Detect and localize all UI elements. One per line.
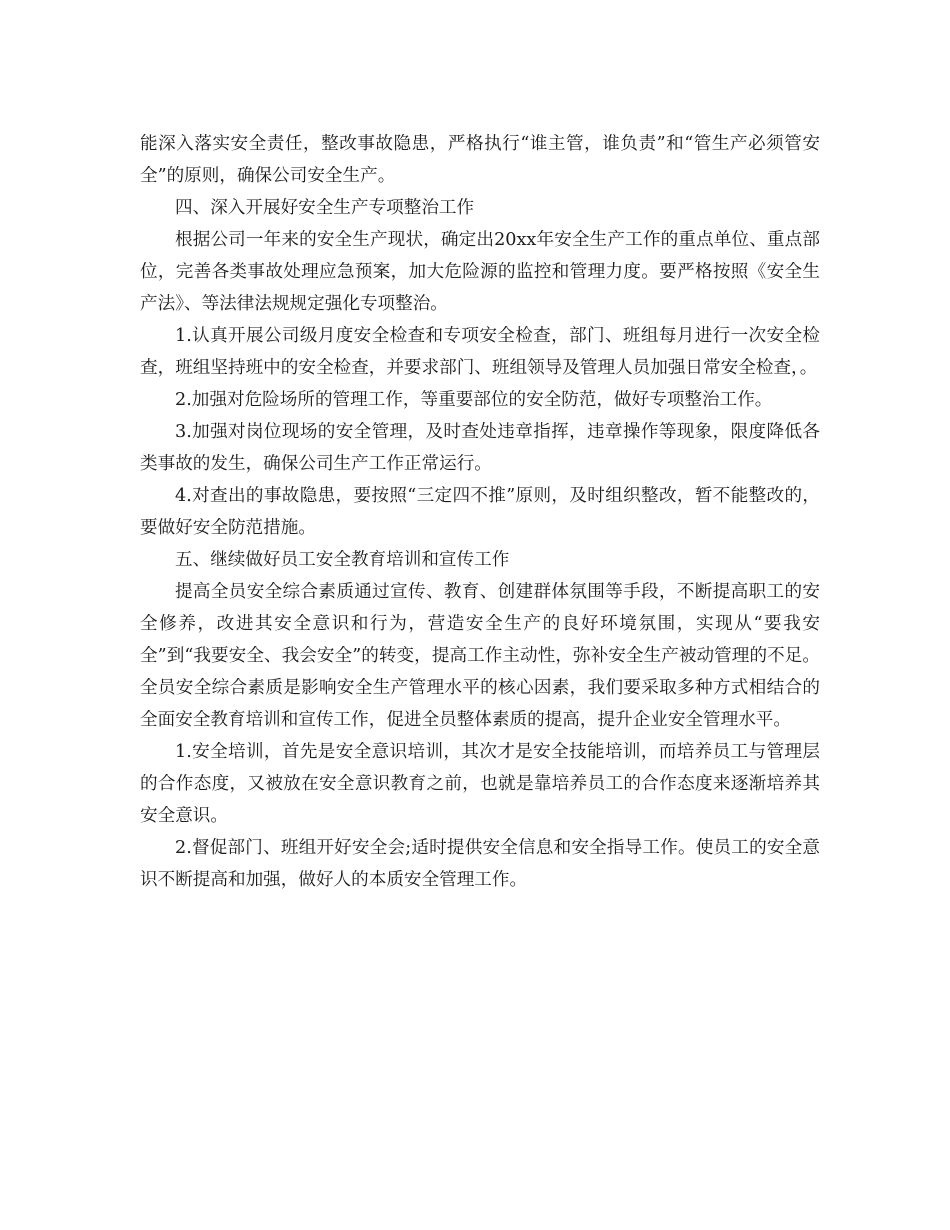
document-body <box>140 128 820 896</box>
heading-section-four: 四、深入开展好安全生产专项整治工作 <box>175 198 475 218</box>
list-item-5-2: 2.督促部门、班组开好安全会;适时提供安全信息和安全指导工作。使员工的安全意识不断提高和加强，做好人的本质安全管理工作。 <box>140 838 820 890</box>
paragraph-section-five-intro: 提高全员安全综合素质通过宣传、教育、创建群体氛围等手段，不断提高职工的安全修养，改进其安全意识和行为，营造安全生产的良好环境氛围，实现从“要我安全”到“我要安全、我会安全”的转变，提高工作主动性，弥补安全生产被动管理的不足。全员安全综合素质是影响安全生产管理水平的核心因素，我们要采取多种方式相结合的全面安全教育培训和宣传工作，促进全员整体素质的提高，提升企业安全管理水平。 <box>140 582 820 730</box>
list-item-4-3: 3.加强对岗位现场的安全管理，及时查处违章指挥，违章操作等现象，限度降低各类事故的发生，确保公司生产工作正常运行。 <box>140 422 820 474</box>
list-item-4-1: 1.认真开展公司级月度安全检查和专项安全检查，部门、班组每月进行一次安全检查，班组坚持班中的安全检查，并要求部门、班组领导及管理人员加强日常安全检查，。 <box>140 326 820 378</box>
list-item-5-1: 1.安全培训，首先是安全意识培训，其次才是安全技能培训，而培养员工与管理层的合作态度，又被放在安全意识教育之前，也就是靠培养员工的合作态度来逐渐培养其安全意识。 <box>140 742 820 826</box>
list-item-4-2: 2.加强对危险场所的管理工作，等重要部位的安全防范，做好专项整治工作。 <box>175 390 773 410</box>
heading-section-five: 五、继续做好员工安全教育培训和宣传工作 <box>175 550 510 570</box>
list-item-4-4: 4.对查出的事故隐患，要按照“三定四不推”原则，及时组织整改，暂不能整改的，要做好安全防范措施。 <box>140 486 820 538</box>
paragraph-section-four-intro: 根据公司一年来的安全生产现状，确定出20xx年安全生产工作的重点单位、重点部位，完善各类事故处理应急预案，加大危险源的监控和管理力度。要严格按照《安全生产法》、等法律法规规定强化专项整治。 <box>140 230 820 314</box>
paragraph-continued-responsibility: 能深入落实安全责任，整改事故隐患，严格执行“谁主管，谁负责”和“管生产必须管安全”的原则，确保公司安全生产。 <box>140 134 820 186</box>
